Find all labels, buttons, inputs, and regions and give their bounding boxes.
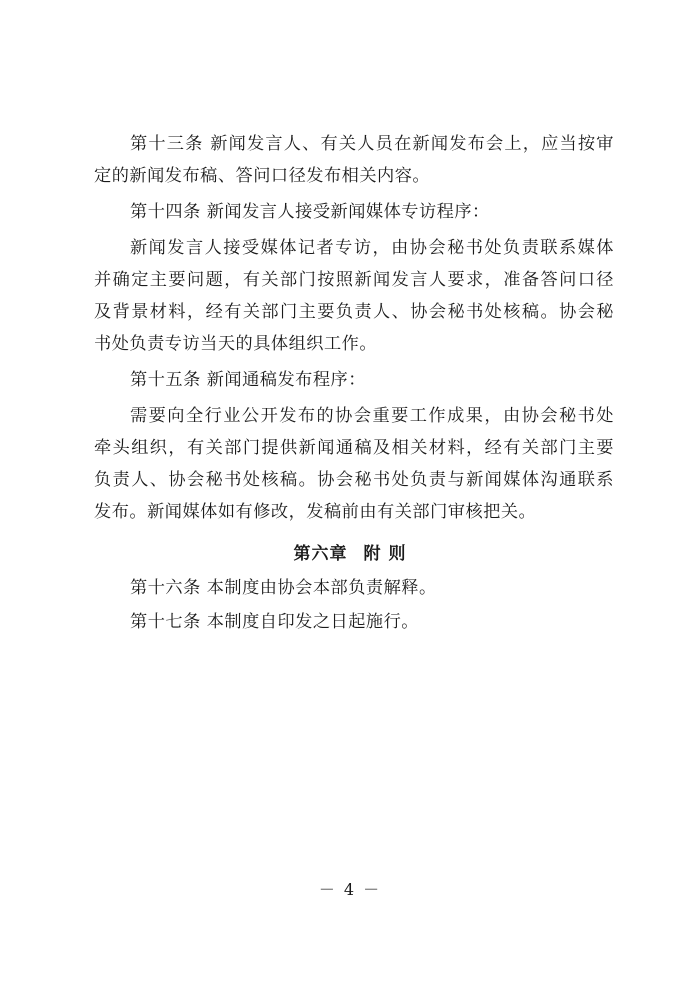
- article-14-body-line-1: 新闻发言人接受媒体记者专访，由协会秘书处负责联系媒体: [130, 238, 614, 258]
- article-15-body-line-2: 牵头组织，有关部门提供新闻通稿及相关材料，经有关部门主要: [94, 438, 614, 458]
- article-14-title: 第十四条 新闻发言人接受新闻媒体专访程序：: [130, 202, 490, 222]
- article-14-body-line-3: 及背景材料，经有关部门主要负责人、协会秘书处核稿。协会秘: [94, 302, 614, 322]
- article-15-title: 第十五条 新闻通稿发布程序：: [130, 370, 366, 390]
- chapter-6-number: 第六章: [293, 544, 348, 564]
- page-number: － 4 －: [318, 880, 382, 899]
- article-13-line-1: 第十三条 新闻发言人、有关人员在新闻发布会上，应当按审: [130, 134, 614, 154]
- article-15-body-line-4: 发布。新闻媒体如有修改，发稿前由有关部门审核把关。: [94, 502, 537, 522]
- article-14-body-line-4: 书处负责专访当天的具体组织工作。: [94, 334, 378, 354]
- article-15-body-line-3: 负责人、协会秘书处核稿。协会秘书处负责与新闻媒体沟通联系: [94, 470, 614, 490]
- article-15-body-line-1: 需要向全行业公开发布的协会重要工作成果，由协会秘书处: [130, 406, 614, 426]
- chapter-6-name: 附 则: [363, 544, 407, 564]
- article-13-line-2: 定的新闻发布稿、答问口径发布相关内容。: [94, 166, 431, 186]
- chapter-6-heading: [0, 538, 700, 570]
- article-17: 第十七条 本制度自印发之日起施行。: [130, 612, 419, 632]
- article-16: 第十六条 本制度由协会本部负责解释。: [130, 578, 437, 598]
- article-14-body-line-2: 并确定主要问题，有关部门按照新闻发言人要求，准备答问口径: [94, 270, 614, 290]
